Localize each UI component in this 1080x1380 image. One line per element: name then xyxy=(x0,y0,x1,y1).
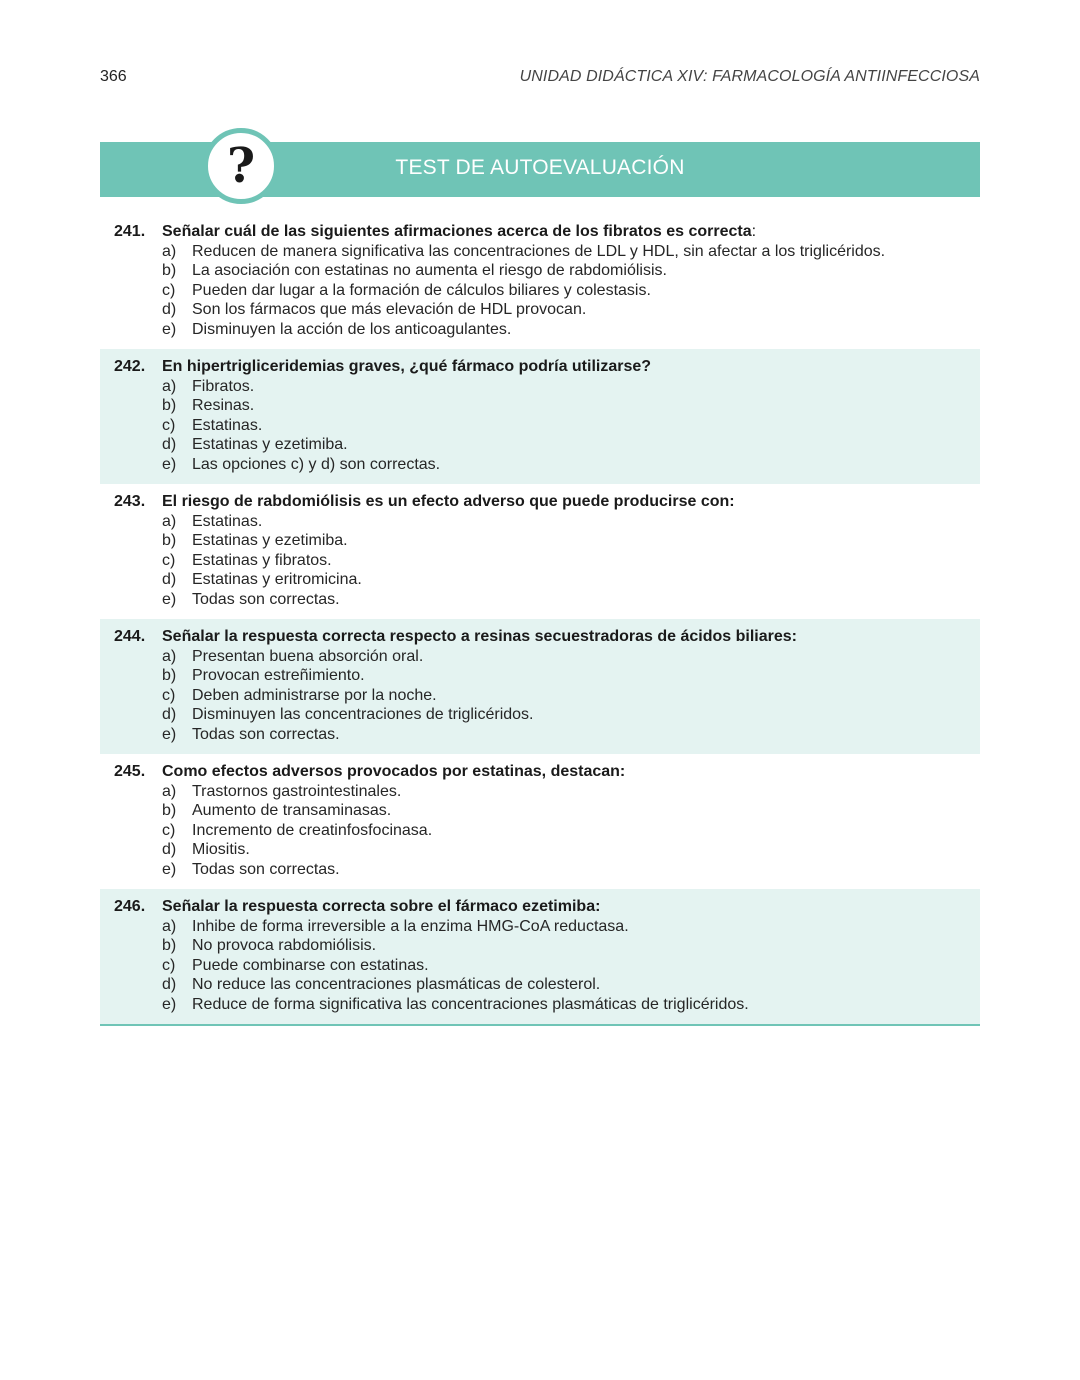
option-b xyxy=(100,936,980,956)
question-244 xyxy=(100,619,980,754)
question-241 xyxy=(100,214,980,349)
option-letter: d) xyxy=(162,436,177,453)
option-letter: d) xyxy=(162,301,177,318)
option-b xyxy=(100,531,980,551)
question-stem xyxy=(100,762,980,782)
option-a xyxy=(100,377,980,397)
option-text: Todas son correctas. xyxy=(192,860,340,878)
option-text: Estatinas y ezetimiba. xyxy=(192,532,348,549)
question-number: 243. xyxy=(114,493,146,510)
option-text: Miositis. xyxy=(192,841,250,858)
option-letter: c) xyxy=(162,956,176,974)
question-text: En hipertrigliceridemias graves, ¿qué fármaco podría utilizarse? xyxy=(162,358,652,375)
option-letter: b) xyxy=(162,262,177,279)
question-242 xyxy=(100,349,980,484)
option-letter: e) xyxy=(162,455,177,473)
question-number: 245. xyxy=(114,763,146,780)
option-letter: e) xyxy=(162,995,177,1013)
option-b xyxy=(100,261,980,281)
question-number: 241. xyxy=(114,223,146,240)
option-text: Estatinas. xyxy=(192,416,263,434)
option-letter: c) xyxy=(162,686,176,704)
option-text: Inhibe de forma irreversible a la enzima HMG-CoA reductasa. xyxy=(192,917,629,935)
option-letter: e) xyxy=(162,860,177,878)
option-d xyxy=(100,840,980,860)
question-text: Señalar la respuesta correcta respecto a resinas secuestradoras de ácidos biliares: xyxy=(162,628,797,645)
option-d xyxy=(100,975,980,995)
option-text: Disminuyen la acción de los anticoagulantes. xyxy=(192,320,512,338)
option-letter: b) xyxy=(162,532,177,549)
option-text: Reducen de manera significativa las concentraciones de LDL y HDL, sin afectar a los triglicéridos. xyxy=(192,242,886,260)
option-a xyxy=(100,647,980,667)
option-letter: d) xyxy=(162,976,177,993)
question-number: 246. xyxy=(114,898,146,915)
option-text: Resinas. xyxy=(192,397,255,414)
option-a xyxy=(100,782,980,802)
question-list xyxy=(100,214,980,1026)
option-letter: a) xyxy=(162,242,177,260)
option-c xyxy=(100,551,980,571)
option-letter: c) xyxy=(162,281,176,299)
question-243 xyxy=(100,484,980,619)
option-a xyxy=(100,512,980,532)
option-letter: c) xyxy=(162,821,176,839)
option-a xyxy=(100,242,980,262)
option-text: Todas son correctas. xyxy=(192,590,340,608)
option-text: Las opciones c) y d) son correctas. xyxy=(192,455,441,473)
question-number: 242. xyxy=(114,358,146,375)
running-head: UNIDAD DIDÁCTICA XIV: FARMACOLOGÍA ANTIINFECCIOSA xyxy=(519,68,980,85)
question-text-bold: Señalar cuál de las siguientes afirmaciones acerca de los fibratos es correcta xyxy=(162,223,752,240)
option-c xyxy=(100,686,980,706)
option-text: Estatinas y ezetimiba. xyxy=(192,436,348,453)
option-c xyxy=(100,821,980,841)
option-text: Fibratos. xyxy=(192,377,255,395)
option-d xyxy=(100,300,980,320)
question-245 xyxy=(100,754,980,889)
option-text: Aumento de transaminasas. xyxy=(192,802,392,819)
option-e xyxy=(100,725,980,745)
question-text: Señalar la respuesta correcta sobre el fármaco ezetimiba: xyxy=(162,898,601,915)
option-letter: a) xyxy=(162,512,177,530)
option-d xyxy=(100,705,980,725)
question-mark-icon: ? xyxy=(203,128,279,204)
option-text: Trastornos gastrointestinales. xyxy=(192,782,402,800)
option-e xyxy=(100,860,980,880)
banner-title: TEST DE AUTOEVALUACIÓN xyxy=(395,156,685,179)
option-text: Deben administrarse por la noche. xyxy=(192,686,437,704)
option-letter: c) xyxy=(162,551,176,569)
question-stem xyxy=(100,492,980,512)
option-text: Todas son correctas. xyxy=(192,725,340,743)
option-letter: a) xyxy=(162,647,177,665)
question-text-suffix: : xyxy=(751,223,757,240)
option-text: Incremento de creatinfosfocinasa. xyxy=(192,821,433,839)
question-text xyxy=(162,222,756,242)
option-letter: b) xyxy=(162,397,177,414)
option-d xyxy=(100,435,980,455)
question-stem xyxy=(100,897,980,917)
question-246 xyxy=(100,889,980,1026)
question-stem xyxy=(100,627,980,647)
question-stem xyxy=(100,357,980,377)
option-letter: d) xyxy=(162,841,177,858)
option-a xyxy=(100,917,980,937)
option-text: No reduce las concentraciones plasmáticas de colesterol. xyxy=(192,976,601,993)
option-c xyxy=(100,416,980,436)
option-letter: b) xyxy=(162,937,177,954)
option-text: Estatinas. xyxy=(192,512,263,530)
option-b xyxy=(100,666,980,686)
option-e xyxy=(100,590,980,610)
option-b xyxy=(100,396,980,416)
option-text: Reduce de forma significativa las concentraciones plasmáticas de triglicéridos. xyxy=(192,995,749,1013)
option-letter: e) xyxy=(162,725,177,743)
option-text: Pueden dar lugar a la formación de cálculos biliares y colestasis. xyxy=(192,281,651,299)
option-letter: b) xyxy=(162,667,177,684)
option-text: Son los fármacos que más elevación de HDL provocan. xyxy=(192,301,587,318)
option-text: Puede combinarse con estatinas. xyxy=(192,956,429,974)
option-text: Provocan estreñimiento. xyxy=(192,667,365,684)
question-text: El riesgo de rabdomiólisis es un efecto adverso que puede producirse con: xyxy=(162,493,735,510)
question-stem xyxy=(100,222,980,242)
question-text: Como efectos adversos provocados por estatinas, destacan: xyxy=(162,763,626,780)
option-letter: b) xyxy=(162,802,177,819)
option-letter: d) xyxy=(162,571,177,588)
option-d xyxy=(100,570,980,590)
option-letter: c) xyxy=(162,416,176,434)
page-number: 366 xyxy=(100,68,127,85)
option-text: Estatinas y eritromicina. xyxy=(192,571,362,588)
option-c xyxy=(100,281,980,301)
option-text: Disminuyen las concentraciones de triglicéridos. xyxy=(192,706,534,723)
option-letter: e) xyxy=(162,590,177,608)
question-number: 244. xyxy=(114,628,146,645)
option-letter: d) xyxy=(162,706,177,723)
option-e xyxy=(100,320,980,340)
option-letter: a) xyxy=(162,917,177,935)
option-text: Estatinas y fibratos. xyxy=(192,551,332,569)
option-b xyxy=(100,801,980,821)
option-letter: e) xyxy=(162,320,177,338)
option-c xyxy=(100,956,980,976)
option-letter: a) xyxy=(162,782,177,800)
option-text: La asociación con estatinas no aumenta el riesgo de rabdomiólisis. xyxy=(192,262,667,279)
option-e xyxy=(100,995,980,1015)
option-text: Presentan buena absorción oral. xyxy=(192,647,424,665)
option-letter: a) xyxy=(162,377,177,395)
option-text: No provoca rabdomiólisis. xyxy=(192,937,377,954)
option-e xyxy=(100,455,980,475)
